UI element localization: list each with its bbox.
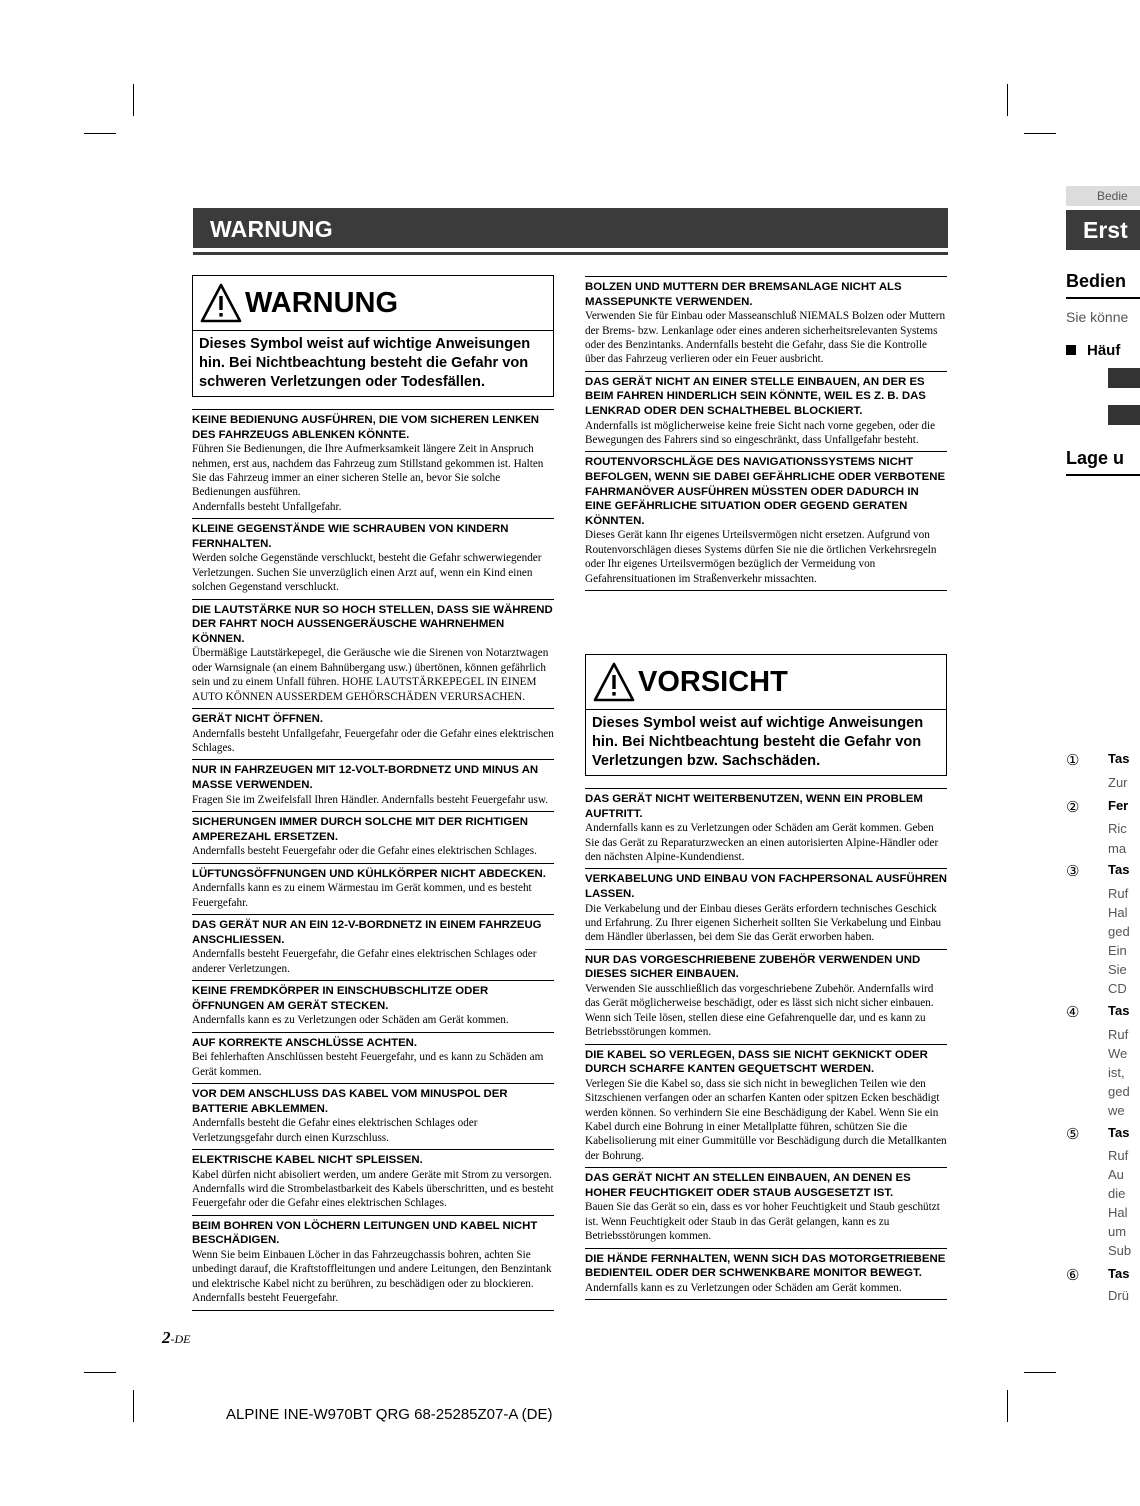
item-title: AUF KORREKTE ANSCHLÜSSE ACHTEN. (192, 1036, 418, 1049)
warning-item (192, 518, 554, 594)
item-text: Führen Sie Bedienungen, die Ihre Aufmerksamkeit längere Zeit in Anspruch nehmen, erst aus, nachdem das Fahrzeug zum Stillstand gekommen ist. Halten Sie das Fahrzeug immer an einer sicheren Stelle an, bevor Sie solche Bedienungen ausführen. (192, 443, 544, 499)
bullet-square-icon (1066, 345, 1076, 355)
list-item-title: Fer (1108, 798, 1129, 813)
section-header-bar (193, 208, 948, 248)
page-number-suffix: -DE (170, 1332, 191, 1346)
item-title: KEINE BEDIENUNG AUSFÜHREN, DIE VOM SICHEREN LENKEN DES FAHRZEUGS ABLENKEN KÖNNTE. (192, 414, 540, 441)
list-item-line: ged (1108, 1084, 1130, 1099)
caution-box-title: VORSICHT (638, 665, 788, 698)
number-circle-icon: ① (1066, 752, 1080, 769)
warning-item (192, 980, 554, 1028)
next-page-heading-2 (1066, 448, 1140, 476)
list-item-line: Ruf (1108, 1027, 1129, 1042)
crop-mark (84, 133, 116, 134)
warning-item (192, 1149, 554, 1211)
list-item-line: Hal (1108, 905, 1128, 920)
next-page-tab-label: Bedie (1097, 189, 1128, 203)
list-item-title: Tas (1108, 1266, 1130, 1281)
item-text: Andernfalls kann es zu Verletzungen oder Schäden am Gerät kommen. (585, 1281, 902, 1294)
item-title: SICHERUNGEN IMMER DURCH SOLCHE MIT DER RICHTIGEN AMPEREZAHL ERSETZEN. (192, 816, 529, 843)
item-text: Andernfalls besteht Feuergefahr oder die Gefahr eines elektrischen Schlages. (192, 845, 537, 858)
caution-item (585, 1248, 947, 1296)
item-title: BOLZEN UND MUTTERN DER BREMSANLAGE NICHT ALS MASSEPUNKTE VERWENDEN. (585, 281, 902, 308)
warning-item (192, 409, 554, 514)
warning-item (192, 599, 554, 704)
next-page-bullet-row (1066, 342, 1140, 362)
list-item-line: Ruf (1108, 1148, 1129, 1163)
warning-item (192, 708, 554, 755)
item-text: Verlegen Sie die Kabel so, dass sie sich nicht in beweglichen Teilen wie den Sitzschienen verfangen oder an scharfen Kanten oder spitzen Ecken beschädigt werden können. So verhindern Sie eine Beschädigung der Kabel. Wenn Sie ein Kabel durch eine Bohrung in einer Metallplatte führen, schützen Sie die Kabelisolierung mit einer Gummitülle vor Beschädigung durch die Metallkanten der Bohrung. (585, 1077, 947, 1162)
next-page-icon-button (1108, 405, 1140, 425)
list-item-title: Tas (1108, 1003, 1130, 1018)
next-page-heading (1066, 271, 1140, 299)
caution-item (585, 1044, 947, 1164)
caution-item (585, 788, 947, 864)
item-text: Bauen Sie das Gerät so ein, dass es vor hoher Feuchtigkeit und Staub geschützt ist. Wenn Feuchtigkeit oder Staub in das Gerät gelangen, kann es zu Betriebsstörungen kommen. (585, 1201, 940, 1243)
page-number (162, 1328, 191, 1348)
list-item-title: Tas (1108, 862, 1130, 877)
list-item-line: ist, (1108, 1065, 1125, 1080)
item-title: VERKABELUNG UND EINBAU VON FACHPERSONAL AUSFÜHREN LASSEN. (585, 873, 947, 900)
caution-item (585, 1167, 947, 1243)
item-text: Verwenden Sie für Einbau oder Masseanschluß NIEMALS Bolzen oder Muttern der Brems- bzw. Lenkanlage oder eines anderen sicherheitsrelevanten Systems oder des Benzintanks. Andernfalls besteht die Gefahr, dass Sie die Kontrolle über das Fahrzeug verlieren oder ein Feuer ausbricht. (585, 310, 946, 366)
number-circle-icon: ② (1066, 799, 1080, 816)
next-page-header-bar (1066, 210, 1140, 250)
next-page-line: Sie könne (1066, 309, 1129, 325)
item-title: DAS GERÄT NICHT AN EINER STELLE EINBAUEN, AN DER ES BEIM FAHREN HINDERLICH SEIN KÖNNTE, WEIL ES Z. B. DAS LENKRAD ODER DEN SCHALTHEBEL BLOCKIERT. (585, 375, 926, 417)
item-text: Andernfalls besteht Unfallgefahr, Feuergefahr oder die Gefahr eines elektrischen Schlages. (192, 727, 554, 755)
item-title: DIE KABEL SO VERLEGEN, DASS SIE NICHT GEKNICKT ODER DURCH SCHARFE KANTEN GEQUETSCHT WERDEN. (585, 1048, 928, 1076)
section-title: WARNUNG (210, 216, 333, 242)
list-item-line: Ein (1108, 943, 1127, 958)
item-text: Fragen Sie im Zweifelsfall Ihren Händler. Andernfalls besteht Feuergefahr usw. (192, 793, 549, 806)
next-page-header-text: Erst (1083, 217, 1128, 243)
item-text: Andernfalls ist möglicherweise keine freie Sicht nach vorne gegeben, oder die Bewegungen des Fahrers sind so eingeschränkt, dass Unfallgefahr besteht. (585, 419, 936, 446)
crop-mark (84, 1372, 116, 1373)
crop-mark (1007, 1390, 1008, 1422)
list-item-line: Hal (1108, 1205, 1128, 1220)
list-item-line: Ric (1108, 821, 1127, 836)
item-title: NUR IN FAHRZEUGEN MIT 12-VOLT-BORDNETZ UND MINUS AN MASSE VERWENDEN. (192, 764, 539, 792)
header-underline (193, 252, 948, 255)
item-text: Bei fehlerhaften Anschlüssen besteht Feuergefahr, und es kann zu Schäden am Gerät kommen. (192, 1051, 544, 1078)
list-item-line: CD (1108, 981, 1127, 996)
next-page-bullet-text: Häuf (1087, 342, 1121, 359)
left-column (192, 275, 554, 1311)
item-text: Andernfalls besteht Unfallgefahr. (192, 500, 342, 513)
item-text: Andernfalls kann es zu Verletzungen oder Schäden am Gerät kommen. (192, 1014, 509, 1027)
item-title: ELEKTRISCHE KABEL NICHT SPLEISSEN. (192, 1154, 423, 1167)
item-title: NUR DAS VORGESCHRIEBENE ZUBEHÖR VERWENDEN UND DIESES SICHER EINBAUEN. (585, 953, 921, 981)
item-title: DAS GERÄT NICHT AN STELLEN EINBAUEN, AN DENEN ES HOHER FEUCHTIGKEIT ODER STAUB AUSGESETZT IST. (585, 1172, 911, 1199)
crop-mark (133, 84, 134, 116)
item-title: KLEINE GEGENSTÄNDE WIE SCHRAUBEN VON KINDERN FERNHALTEN. (192, 523, 509, 550)
list-item-line: we (1108, 1103, 1125, 1118)
item-title: GERÄT NICHT ÖFFNEN. (192, 713, 323, 726)
item-title: LÜFTUNGSÖFFNUNGEN UND KÜHLKÖRPER NICHT ABDECKEN. (192, 867, 546, 880)
warning-item (192, 1032, 554, 1079)
warning-triangle-icon (199, 282, 243, 324)
item-title: ROUTENVORSCHLÄGE DES NAVIGATIONSSYSTEMS NICHT BEFOLGEN, WENN SIE DABEI GEFÄHRLICHE ODER VERBOTENE FAHRMANÖVER AUSFÜHREN MÜSSTEN ODER DADURCH IN EINE GEFÄHRLICHE SITUATION ODER GEGEND GERATEN KÖNNTEN. (585, 456, 946, 527)
list-item-line: Zur (1108, 775, 1128, 790)
list-item-line: ged (1108, 924, 1130, 939)
page-number-value: 2 (162, 1328, 171, 1347)
item-text: Die Verkabelung und der Einbau dieses Geräts erfordern technisches Geschick und Erfahrung. Zu Ihrer eigenen Sicherheit sollten Sie Verkabelung und Einbau dem Händler überlassen, bei dem Sie das Gerät erworben haben. (585, 902, 942, 944)
next-page-heading-2-text: Lage u (1066, 448, 1125, 468)
print-footer: ALPINE INE-W970BT QRG 68-25285Z07-A (DE) (226, 1406, 553, 1423)
item-title: DAS GERÄT NICHT WEITERBENUTZEN, WENN EIN PROBLEM AUFTRITT. (585, 793, 923, 820)
crop-mark (1024, 1372, 1056, 1373)
list-item-line: Ruf (1108, 886, 1129, 901)
item-text: Andernfalls besteht die Gefahr eines elektrischen Schlages oder Verletzungsgefahr durch einen Kurzschluss. (192, 1117, 478, 1144)
number-circle-icon: ④ (1066, 1004, 1080, 1021)
item-text: Dieses Gerät kann Ihr eigenes Urteilsvermögen nicht ersetzen. Aufgrund von Routenvorschlägen dieses Systems dürfen Sie nie die örtlichen Verkehrsregeln oder Ihr eigenes Urteilsvermögen bezüglich der Vermeidung von Gefahrensituationen im Straßenverkehr missachten. (585, 529, 937, 585)
item-title: KEINE FREMDKÖRPER IN EINSCHUBSCHLITZE ODER ÖFFNUNGEN AM GERÄT STECKEN. (192, 985, 489, 1012)
list-item-line: Sie (1108, 962, 1127, 977)
item-text: Kabel dürfen nicht abisoliert werden, um andere Geräte mit Strom zu versorgen. Andernfalls wird die Strombelastbarkeit des Kabels überschritten, und es besteht Feuergefahr oder die Gefahr eines elektrischen Schlages. (192, 1168, 554, 1210)
crop-mark (1007, 84, 1008, 116)
warning-item (192, 759, 554, 807)
caution-box (585, 654, 947, 776)
warning-item (585, 276, 947, 367)
warning-box-text: Dieses Symbol weist auf wichtige Anweisungen hin. Bei Nichtbeachtung besteht die Gefahr von schweren Verletzungen oder Todesfällen. (199, 336, 531, 390)
item-text: Übermäßige Lautstärkepegel, die Geräusche wie die Sirenen von Notarztwagen oder Warnsignale (an einem Bahnübergang usw.) übertönen, können gefährlich sein und zu einem Unfall führen. HOHE LAUTSTÄRKEPEGEL IN EINEM AUTO KÖNNEN AUSSERDEM GEHÖRSCHÄDEN VERURSACHEN. (192, 647, 549, 703)
list-item-line: Au (1108, 1167, 1124, 1182)
list-item-line: ma (1108, 841, 1127, 856)
warning-item (192, 1215, 554, 1306)
item-text: Andernfalls besteht Feuergefahr, die Gefahr eines elektrischen Schlages oder anderer Verletzungen. (192, 948, 537, 975)
warning-item (192, 811, 554, 859)
list-item-line: Sub (1108, 1243, 1132, 1258)
item-title: BEIM BOHREN VON LÖCHERN LEITUNGEN UND KABEL NICHT BESCHÄDIGEN. (192, 1219, 538, 1247)
warning-item (192, 914, 554, 976)
next-page-icon-button (1108, 368, 1140, 388)
warning-item (585, 371, 947, 448)
item-title: DIE HÄNDE FERNHALTEN, WENN SICH DAS MOTORGETRIEBENE BEDIENTEIL ODER DER SCHWENKBARE MONITOR BEWEGT. (585, 1252, 946, 1280)
warning-item (585, 451, 947, 586)
crop-mark (1024, 133, 1056, 134)
item-text: Werden solche Gegenstände verschluckt, besteht die Gefahr schwerwiegender Verletzungen. Suchen Sie unverzüglich einen Arzt auf, wenn ein Kind einen solchen Gegenstand verschluckt. (192, 552, 542, 594)
caution-box-text: Dieses Symbol weist auf wichtige Anweisungen hin. Bei Nichtbeachtung besteht die Gefahr von Verletzungen bzw. Sachschäden. (592, 715, 924, 769)
item-text: Andernfalls kann es zu einem Wärmestau im Gerät kommen, und es besteht Feuergefahr. (192, 882, 532, 909)
item-text: Wenn Sie beim Einbauen Löcher in das Fahrzeugchassis bohren, achten Sie unbedingt darauf, die Kraftstoffleitungen und andere Leitungen, den Benzintank und elektrische Kabel nicht zu berühren, zu beschädigen oder zu blockieren. Andernfalls besteht Feuergefahr. (192, 1249, 552, 1305)
item-text: Verwenden Sie ausschließlich das vorgeschriebene Zubehör. Andernfalls wird das Gerät möglicherweise beschädigt, oder es lässt sich nicht sicher einbauen. Wenn sich Teile lösen, stellen diese eine Gefahrenquelle dar, und es kann zu Betriebsstörungen kommen. (585, 983, 934, 1039)
warning-item (192, 1083, 554, 1145)
item-title: DIE LAUTSTÄRKE NUR SO HOCH STELLEN, DASS SIE WÄHREND DER FAHRT NOCH AUSSENGERÄUSCHE WAHRNEHMEN KÖNNEN. (192, 603, 553, 645)
caution-column (585, 654, 947, 1300)
column-end-rule (585, 1299, 947, 1300)
crop-mark (133, 1390, 134, 1422)
caution-triangle-icon (592, 661, 636, 703)
number-circle-icon: ③ (1066, 863, 1080, 880)
list-item-line: die (1108, 1186, 1126, 1201)
list-item-title: Tas (1108, 751, 1130, 766)
column-end-rule (192, 1310, 554, 1311)
right-column (585, 276, 947, 591)
item-title: VOR DEM ANSCHLUSS DAS KABEL VOM MINUSPOL DER BATTERIE ABKLEMMEN. (192, 1088, 508, 1115)
item-text: Andernfalls kann es zu Verletzungen oder Schäden am Gerät kommen. Geben Sie das Gerät zu Reparaturzwecken an einen autorisierten Alpine-Händler oder den nächsten Alpine-Kundendienst. (585, 822, 939, 863)
column-end-rule (585, 590, 947, 591)
warning-box-title: WARNUNG (245, 286, 399, 319)
list-item-title: Tas (1108, 1125, 1130, 1140)
warning-box (192, 275, 554, 397)
list-item-line: We (1108, 1046, 1128, 1061)
next-page-tab (1066, 186, 1140, 206)
warning-item (192, 863, 554, 910)
list-item-line: Drü (1108, 1288, 1129, 1303)
caution-item (585, 949, 947, 1040)
number-circle-icon: ⑤ (1066, 1126, 1080, 1143)
caution-item (585, 868, 947, 944)
list-item-line: um (1108, 1224, 1127, 1239)
item-title: DAS GERÄT NUR AN EIN 12-V-BORDNETZ IN EINEM FAHRZEUG ANSCHLIESSEN. (192, 919, 542, 946)
next-page-list (1066, 751, 1140, 1311)
next-page-heading-text: Bedien (1066, 271, 1127, 291)
number-circle-icon: ⑥ (1066, 1267, 1080, 1284)
